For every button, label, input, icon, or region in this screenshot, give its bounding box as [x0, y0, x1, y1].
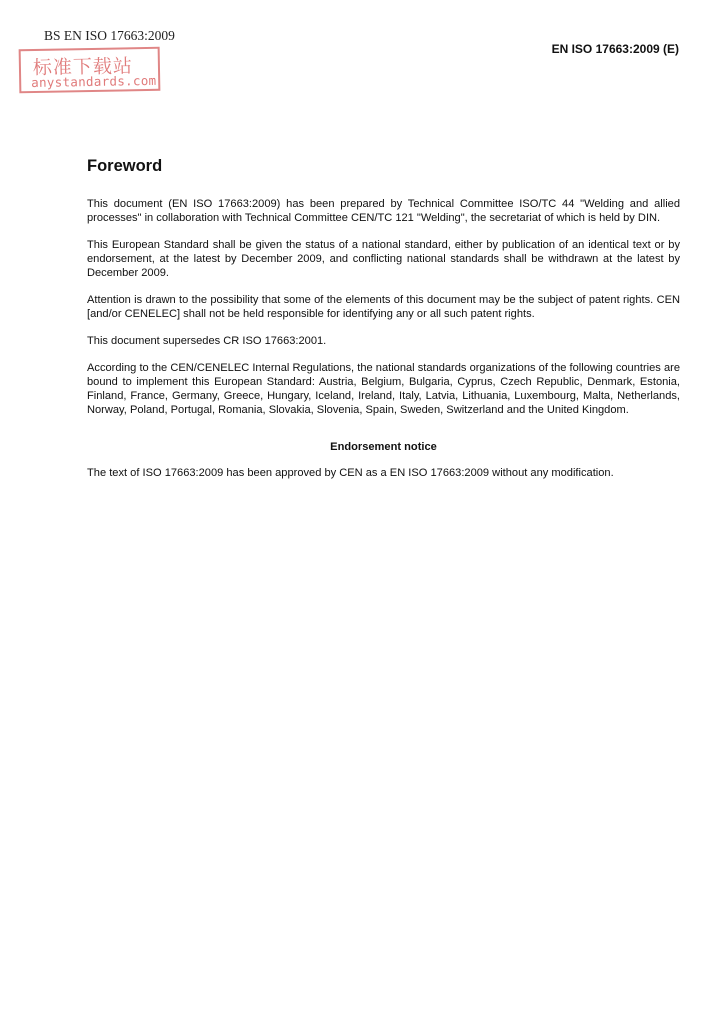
endorsement-text: The text of ISO 17663:2009 has been approved by CEN as a EN ISO 17663:2009 without any modification.: [87, 467, 614, 479]
watermark-site-text: anystandards.com: [31, 72, 157, 91]
foreword-paragraph: According to the CEN/CENELEC Internal Regulations, the national standards organizations of the following countries are bound to implement this European Standard: Austria, Belgium, Bulgaria, Cyprus, Czech Republic, Denmark, Estonia, Finland, France, Germany, Greece, Hungary, Iceland, Ireland, Italy, Latvia, Lithuania, Luxembourg, Malta, Netherlands, Norway, Poland, Portugal, Romania, Slovakia, Slovenia, Spain, Sweden, Switzerland and the United Kingdom.: [87, 362, 680, 416]
foreword-title: Foreword: [87, 157, 163, 175]
foreword-paragraph: This document (EN ISO 17663:2009) has been prepared by Technical Committee ISO/TC 44 "Welding and allied processes" in collaboration with Technical Committee CEN/TC 121 "Welding", the secretariat of which is held by DIN.: [87, 198, 680, 224]
foreword-paragraph: Attention is drawn to the possibility that some of the elements of this document may be the subject of patent rights. CEN [and/or CENELEC] shall not be held responsible for identifying any or all such patent rights.: [87, 294, 680, 320]
foreword-paragraph: This European Standard shall be given the status of a national standard, either by publication of an identical text or by endorsement, at the latest by December 2009, and conflicting national standards shall be withdrawn at the latest by December 2009.: [87, 239, 680, 279]
foreword-paragraph: This document supersedes CR ISO 17663:2001.: [87, 335, 327, 347]
document-body: [87, 157, 680, 493]
standard-reference: EN ISO 17663:2009 (E): [551, 42, 679, 56]
document-identifier: BS EN ISO 17663:2009: [44, 28, 175, 43]
watermark-stamp: [19, 47, 161, 93]
watermark-chinese-text: 标准下载站: [32, 55, 134, 79]
endorsement-title: Endorsement notice: [330, 441, 437, 453]
